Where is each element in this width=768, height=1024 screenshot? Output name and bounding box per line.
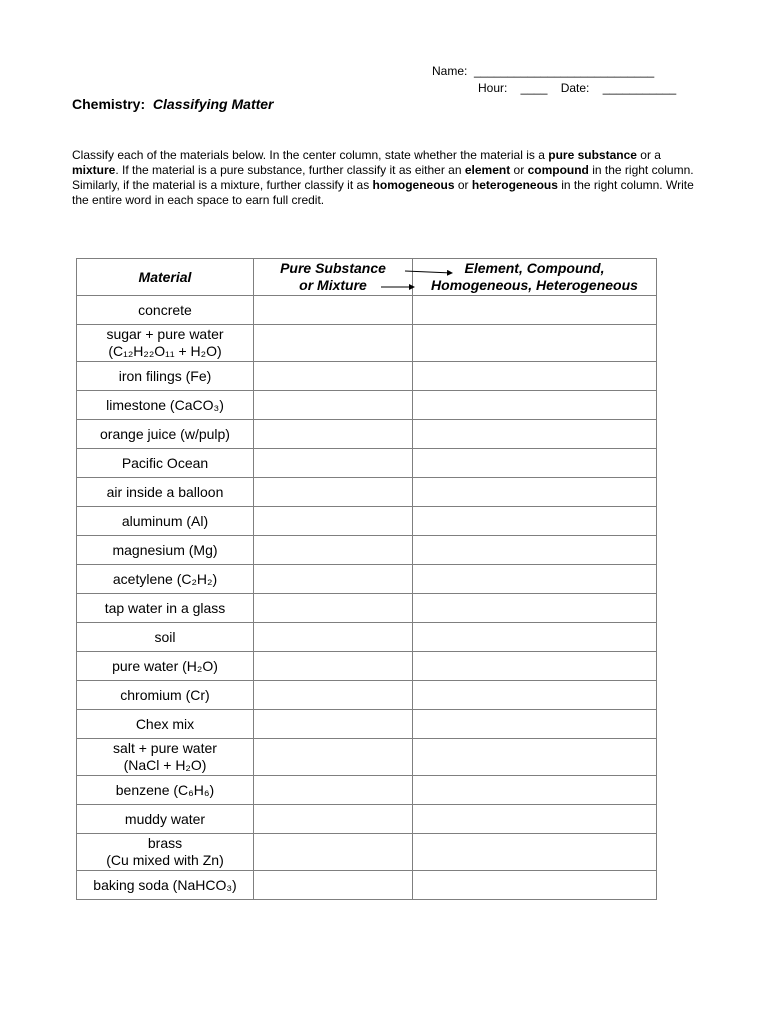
material-name: acetylene (C₂H₂) [112,570,218,587]
table-body [77,296,657,900]
material-name: Pacific Ocean [121,454,209,471]
column-header-line: or Mixture [299,277,367,293]
material-cell [77,710,254,739]
classification-answer-cell[interactable] [413,478,657,507]
instructions-text: or a [636,148,661,162]
classification-answer-cell[interactable] [413,325,657,362]
material-cell [77,391,254,420]
material-cell [77,536,254,565]
pure-or-mixture-answer-cell[interactable] [254,565,413,594]
classification-answer-cell[interactable] [413,536,657,565]
material-name: salt + pure water (NaCl + H₂O) [113,740,217,773]
classification-answer-cell[interactable] [413,594,657,623]
material-cell [77,362,254,391]
table-row [77,871,657,900]
term-mixture: mixture [72,163,116,177]
table-row [77,710,657,739]
classification-table [76,258,657,900]
hour-date-field-line[interactable]: Hour: ____ Date: ___________ [478,81,677,95]
pure-or-mixture-answer-cell[interactable] [254,507,413,536]
material-cell [77,871,254,900]
material-name: brass (Cu mixed with Zn) [106,835,224,868]
material-name: concrete [138,301,192,318]
table-row [77,536,657,565]
classification-answer-cell[interactable] [413,834,657,871]
table-row [77,565,657,594]
instructions-text: or [510,163,528,177]
column-header-material-label: Material [138,268,192,285]
classification-answer-cell[interactable] [413,805,657,834]
table-row [77,478,657,507]
material-name: pure water (H₂O) [112,657,218,674]
column-header-line: Homogeneous, Heterogeneous [431,277,638,293]
table-row [77,391,657,420]
material-cell [77,325,254,362]
pure-or-mixture-answer-cell[interactable] [254,325,413,362]
material-name: magnesium (Mg) [112,541,218,558]
instructions-text: or [454,178,472,192]
material-cell [77,652,254,681]
material-cell [77,739,254,776]
pure-or-mixture-answer-cell[interactable] [254,710,413,739]
column-header-material [77,259,254,296]
name-field-line[interactable]: Name: ___________________________ [432,64,655,78]
table-row [77,507,657,536]
pure-or-mixture-answer-cell[interactable] [254,362,413,391]
table-row [77,834,657,871]
table-row [77,623,657,652]
classification-answer-cell[interactable] [413,507,657,536]
term-compound: compound [527,163,589,177]
material-cell [77,623,254,652]
classification-answer-cell[interactable] [413,449,657,478]
material-name: chromium (Cr) [120,686,210,703]
material-cell [77,834,254,871]
pure-or-mixture-answer-cell[interactable] [254,449,413,478]
material-name: limestone (CaCO₃) [106,396,224,413]
material-name: air inside a balloon [106,483,224,500]
term-pure-substance: pure substance [548,148,637,162]
classification-answer-cell[interactable] [413,776,657,805]
material-cell [77,565,254,594]
pure-or-mixture-answer-cell[interactable] [254,652,413,681]
pure-or-mixture-answer-cell[interactable] [254,478,413,507]
table-row [77,652,657,681]
material-name: soil [154,628,176,645]
classification-answer-cell[interactable] [413,710,657,739]
pure-or-mixture-answer-cell[interactable] [254,834,413,871]
instructions-text: in the right column. Write the entire word in each space to earn full credit. [72,178,694,207]
material-cell [77,681,254,710]
title-subject: Chemistry: [72,96,146,112]
table-row [77,325,657,362]
table-row [77,681,657,710]
column-header-line: Pure Substance [280,260,386,276]
table-row [77,449,657,478]
classification-answer-cell[interactable] [413,420,657,449]
classification-answer-cell[interactable] [413,871,657,900]
pure-or-mixture-answer-cell[interactable] [254,805,413,834]
table-row [77,805,657,834]
table-row [77,362,657,391]
instructions-text: . If the material is a pure substance, further classify it as either an [115,163,465,177]
pure-or-mixture-answer-cell[interactable] [254,594,413,623]
table-row [77,739,657,776]
material-name: muddy water [124,810,206,827]
term-homogeneous: homogeneous [372,178,455,192]
material-cell [77,776,254,805]
classification-answer-cell[interactable] [413,681,657,710]
title-topic: Classifying Matter [152,96,274,112]
pure-or-mixture-answer-cell[interactable] [254,739,413,776]
classification-answer-cell[interactable] [413,623,657,652]
pure-or-mixture-answer-cell[interactable] [254,681,413,710]
classification-answer-cell[interactable] [413,565,657,594]
term-element: element [464,163,511,177]
pure-or-mixture-answer-cell[interactable] [254,536,413,565]
pure-or-mixture-answer-cell[interactable] [254,776,413,805]
classification-answer-cell[interactable] [413,739,657,776]
classification-answer-cell[interactable] [413,362,657,391]
column-header-classification [413,259,657,296]
pure-or-mixture-answer-cell[interactable] [254,420,413,449]
material-name: Chex mix [135,715,195,732]
material-cell [77,594,254,623]
column-header-pure-or-mixture [254,259,413,296]
table-row [77,776,657,805]
page-title [72,96,274,112]
table-row [77,420,657,449]
material-name: sugar + pure water (C₁₂H₂₂O₁₁ + H₂O) [106,326,224,359]
classification-answer-cell[interactable] [413,296,657,325]
material-cell [77,805,254,834]
material-cell [77,420,254,449]
material-cell [77,296,254,325]
pure-or-mixture-answer-cell[interactable] [254,623,413,652]
material-name: aluminum (Al) [121,512,209,529]
classification-answer-cell[interactable] [413,391,657,420]
material-name: tap water in a glass [104,599,226,616]
material-name: benzene (C₆H₆) [115,781,215,798]
column-header-line: Element, Compound, [464,260,605,276]
pure-or-mixture-answer-cell[interactable] [254,391,413,420]
table-row [77,296,657,325]
pure-or-mixture-answer-cell[interactable] [254,871,413,900]
material-name: iron filings (Fe) [118,367,212,384]
table-row [77,594,657,623]
classification-answer-cell[interactable] [413,652,657,681]
instructions-text: in the right column. Similarly, if the material is a mixture, further classify it as [72,163,694,192]
instructions-paragraph [72,148,702,208]
instructions-text: Classify each of the materials below. In the center column, state whether the material is a [72,148,549,162]
material-cell [77,507,254,536]
table-header-row [77,259,657,296]
material-name: orange juice (w/pulp) [100,425,230,442]
material-cell [77,449,254,478]
material-name: baking soda (NaHCO₃) [93,876,237,893]
material-cell [77,478,254,507]
pure-or-mixture-answer-cell[interactable] [254,296,413,325]
term-heterogeneous: heterogeneous [471,178,558,192]
